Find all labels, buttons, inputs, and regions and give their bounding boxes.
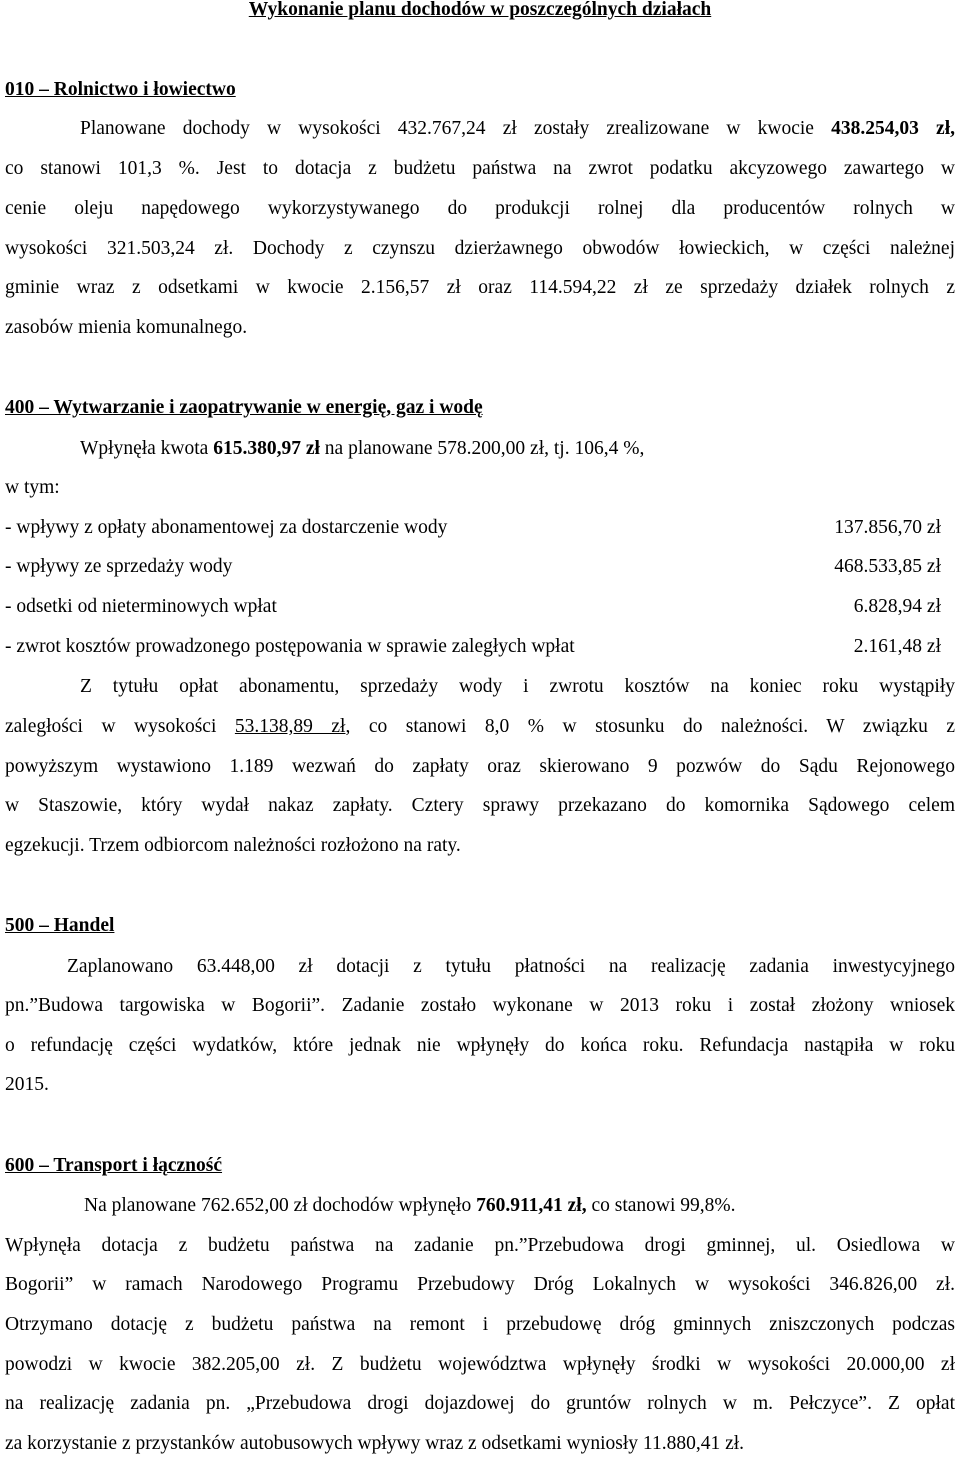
item-label: - wpływy ze sprzedaży wody — [5, 556, 233, 577]
section-010-intro: Planowane dochody w wysokości 432.767,24 zł zostały zrealizowane w kwocie 438.254,03 zł, — [80, 118, 955, 139]
section-400-wtym: w tym: — [5, 477, 60, 498]
section-600-line-4: powodzi w kwocie 382.205,00 zł. Z budżetu województwa wpłynęły środki w wysokości 20.000,00 zł — [5, 1354, 955, 1375]
section-600-intro: Na planowane 762.652,00 zł dochodów wpłynęło 760.911,41 zł, co stanowi 99,8%. — [84, 1195, 736, 1216]
section-400-para-line-4: w Staszowie, który wydał nakaz zapłaty. Cztery sprawy przekazano do komornika Sądowego celem — [5, 795, 955, 816]
section-600-line-6: za korzystanie z przystanków autobusowych wpływy wraz z odsetkami wyniosły 11.880,41 zł. — [5, 1433, 745, 1454]
section-600-line-1: Wpłynęła dotacja z budżetu państwa na zadanie pn.”Przebudowa drogi gminnej, ul. Osiedlowa w — [5, 1235, 955, 1256]
item-amount: 468.533,85 zł — [834, 556, 941, 577]
section-600-heading: 600 – Transport i łączność — [5, 1155, 223, 1176]
item-label: - odsetki od nieterminowych wpłat — [5, 596, 277, 617]
section-500-line-2: pn.”Budowa targowiska w Bogorii”. Zadanie zostało wykonane w 2013 roku i został złożony wniosek — [5, 995, 955, 1016]
item-label: - zwrot kosztów prowadzonego postępowania w sprawie zaległych wpłat — [5, 636, 575, 657]
item-amount: 137.856,70 zł — [834, 517, 941, 538]
item-amount: 2.161,48 zł — [853, 636, 941, 657]
section-500-line-3: o refundację części wydatków, które jednak nie wpłynęły do końca roku. Refundacja nastąpiła w roku — [5, 1035, 955, 1056]
section-010-line-4: gminie wraz z odsetkami w kwocie 2.156,57 zł oraz 114.594,22 zł ze sprzedaży działek rolnych z — [5, 277, 955, 298]
section-600-line-2: Bogorii” w ramach Narodowego Programu Przebudowy Dróg Lokalnych w wysokości 346.826,00 zł. — [5, 1274, 955, 1295]
section-010-line-5: zasobów mienia komunalnego. — [5, 317, 248, 338]
item-amount: 6.828,94 zł — [853, 596, 941, 617]
section-500-heading: 500 – Handel — [5, 915, 115, 936]
section-600-line-3: Otrzymano dotację z budżetu państwa na remont i przebudowę dróg gminnych zniszczonych podczas — [5, 1314, 955, 1335]
section-010-heading: 010 – Rolnictwo i łowiectwo — [5, 79, 236, 100]
item-label: - wpływy z opłaty abonamentowej za dostarczenie wody — [5, 517, 448, 538]
section-010-line-1: co stanowi 101,3 %. Jest to dotacja z budżetu państwa na zwrot podatku akcyzowego zawartego w — [5, 158, 955, 179]
section-010-line-2: cenie oleju napędowego wykorzystywanego do produkcji rolnej dla producentów rolnych w — [5, 198, 955, 219]
section-400-para-line-2: zaległości w wysokości 53.138,89 zł, co stanowi 8,0 % w stosunku do należności. W związku z — [5, 716, 955, 737]
section-500-line-1: Zaplanowano 63.448,00 zł dotacji z tytułu płatności na realizację zadania inwestycyjnego — [67, 956, 955, 977]
section-400-intro: Wpłynęła kwota 615.380,97 zł na planowane 578.200,00 zł, tj. 106,4 %, — [80, 438, 645, 459]
section-500-line-4: 2015. — [5, 1074, 49, 1095]
section-400-para-line-1: Z tytułu opłat abonamentu, sprzedaży wody i zwrotu kosztów na koniec roku wystąpiły — [80, 676, 955, 697]
section-400-heading: 400 – Wytwarzanie i zaopatrywanie w energię, gaz i wodę — [5, 397, 483, 418]
document-title: Wykonanie planu dochodów w poszczególnych działach — [248, 0, 712, 20]
section-600-line-5: na realizację zadania pn. „Przebudowa drogi dojazdowej do gruntów rolnych w m. Pełczyce”. Z opłat — [5, 1393, 955, 1414]
section-400-para-line-3: powyższym wystawiono 1.189 wezwań do zapłaty oraz skierowano 9 pozwów do Sądu Rejonowego — [5, 756, 955, 777]
section-400-para-line-5: egzekucji. Trzem odbiorcom należności rozłożono na raty. — [5, 835, 461, 856]
section-010-line-3: wysokości 321.503,24 zł. Dochody z czynszu dzierżawnego obwodów łowieckich, w części należnej — [5, 238, 955, 259]
